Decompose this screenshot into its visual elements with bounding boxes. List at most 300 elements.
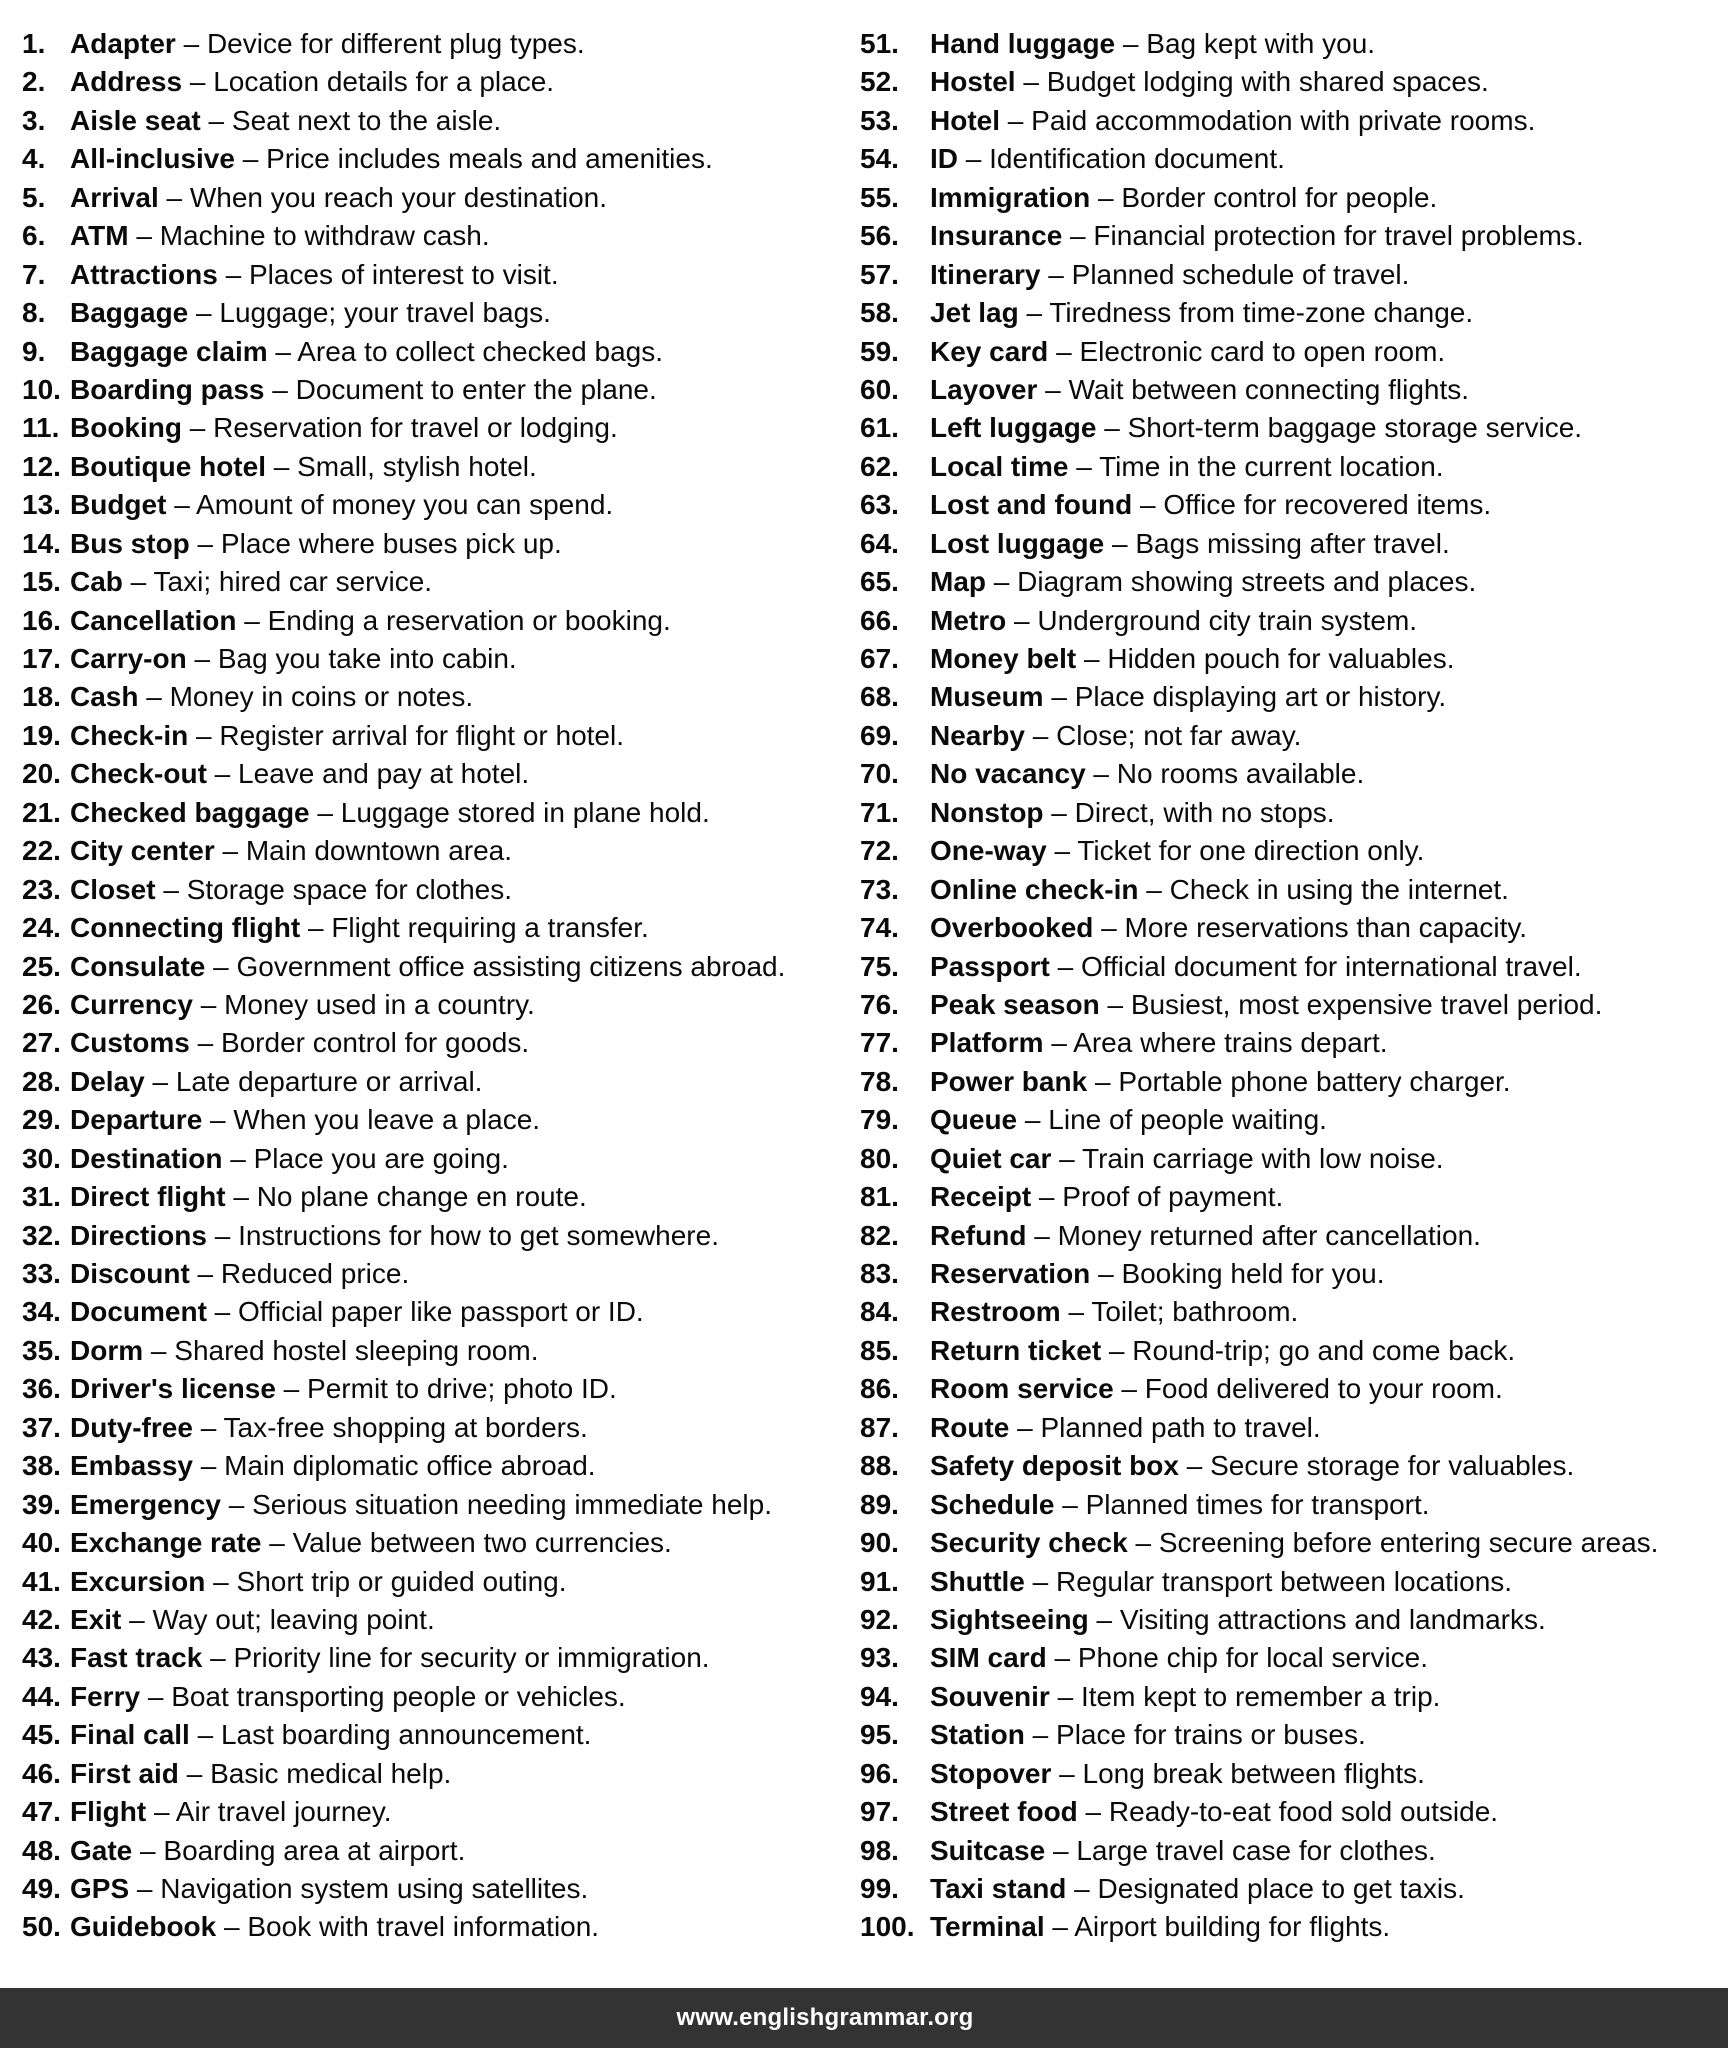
item-term: Address bbox=[70, 66, 183, 98]
item-separator: – bbox=[1054, 1488, 1086, 1520]
item-term: Ferry bbox=[70, 1680, 141, 1712]
list-item bbox=[22, 179, 852, 217]
item-separator: – bbox=[1087, 1065, 1119, 1097]
item-separator: – bbox=[1062, 220, 1094, 252]
item-separator: – bbox=[267, 335, 298, 367]
item-separator: – bbox=[1024, 719, 1057, 751]
list-item bbox=[860, 678, 1720, 716]
list-item bbox=[22, 1140, 852, 1178]
item-number: 41. bbox=[22, 1565, 61, 1597]
item-definition: Price includes meals and amenities. bbox=[266, 143, 713, 175]
item-definition: Electronic card to open room. bbox=[1079, 335, 1446, 367]
item-definition: Money returned after cancellation. bbox=[1057, 1219, 1481, 1251]
item-number: 47. bbox=[22, 1796, 61, 1828]
item-definition: Large travel case for clothes. bbox=[1076, 1834, 1436, 1866]
item-term: Aisle seat bbox=[70, 104, 201, 136]
item-separator: – bbox=[1015, 66, 1047, 98]
item-number: 96. bbox=[860, 1757, 899, 1789]
list-item bbox=[860, 871, 1720, 909]
item-term: Receipt bbox=[930, 1181, 1032, 1213]
item-definition: Secure storage for valuables. bbox=[1210, 1450, 1575, 1482]
item-definition: Boarding area at airport. bbox=[163, 1834, 466, 1866]
item-number: 12. bbox=[22, 450, 61, 482]
item-term: Key card bbox=[930, 335, 1049, 367]
list-item bbox=[860, 256, 1720, 294]
item-separator: – bbox=[222, 1142, 254, 1174]
item-definition: Underground city train system. bbox=[1037, 604, 1418, 636]
item-definition: Planned path to travel. bbox=[1040, 1411, 1321, 1443]
item-definition: No plane change en route. bbox=[256, 1181, 587, 1213]
item-number: 62. bbox=[860, 450, 899, 482]
item-number: 73. bbox=[860, 873, 899, 905]
item-separator: – bbox=[1017, 1104, 1049, 1136]
item-definition: Instructions for how to get somewhere. bbox=[238, 1219, 719, 1251]
item-separator: – bbox=[1048, 335, 1080, 367]
item-separator: – bbox=[189, 1719, 221, 1751]
item-number: 78. bbox=[860, 1065, 899, 1097]
item-separator: – bbox=[206, 758, 239, 790]
footer-bar bbox=[0, 1988, 1728, 2048]
item-definition: Way out; leaving point. bbox=[152, 1603, 435, 1635]
item-number: 55. bbox=[860, 181, 899, 213]
item-definition: Booking held for you. bbox=[1121, 1258, 1385, 1289]
list-item bbox=[22, 755, 852, 793]
item-definition: Place where buses pick up. bbox=[220, 527, 562, 559]
item-number: 23. bbox=[22, 873, 61, 905]
item-separator: – bbox=[202, 1642, 234, 1674]
item-definition: Reduced price. bbox=[220, 1258, 410, 1289]
list-item bbox=[22, 678, 852, 716]
item-term: No vacancy bbox=[930, 758, 1086, 790]
item-definition: Border control for goods. bbox=[220, 1027, 530, 1059]
item-separator: – bbox=[206, 1219, 239, 1251]
item-term: ID bbox=[930, 143, 958, 175]
item-term: Destination bbox=[70, 1142, 223, 1174]
list-item bbox=[860, 1255, 1720, 1293]
item-definition: Airport building for flights. bbox=[1074, 1911, 1391, 1943]
item-number: 66. bbox=[860, 604, 899, 636]
item-separator: – bbox=[1045, 1834, 1077, 1866]
item-separator: – bbox=[214, 835, 246, 867]
item-number: 20. bbox=[22, 758, 61, 790]
item-definition: Luggage; your travel bags. bbox=[219, 297, 551, 329]
item-number: 21. bbox=[22, 796, 61, 828]
item-term: Map bbox=[930, 566, 986, 598]
item-definition: Portable phone battery charger. bbox=[1118, 1065, 1511, 1097]
item-definition: Paid accommodation with private rooms. bbox=[1031, 104, 1536, 136]
item-separator: – bbox=[155, 873, 187, 905]
item-number: 49. bbox=[22, 1873, 61, 1904]
item-definition: Value between two currencies. bbox=[292, 1527, 672, 1559]
list-item bbox=[22, 1293, 852, 1331]
item-definition: Ready-to-eat food sold outside. bbox=[1108, 1796, 1499, 1828]
list-item bbox=[860, 1370, 1720, 1408]
item-definition: Area where trains depart. bbox=[1073, 1027, 1388, 1059]
list-item bbox=[860, 1101, 1720, 1139]
item-term: Final call bbox=[70, 1719, 190, 1751]
item-number: 52. bbox=[860, 66, 899, 98]
item-number: 37. bbox=[22, 1411, 61, 1443]
item-definition: Item kept to remember a trip. bbox=[1080, 1680, 1441, 1712]
item-term: Return ticket bbox=[930, 1334, 1102, 1366]
item-separator: – bbox=[189, 1027, 221, 1059]
item-definition: Planned schedule of travel. bbox=[1071, 258, 1410, 290]
item-separator: – bbox=[122, 566, 154, 598]
item-separator: – bbox=[236, 604, 268, 636]
item-definition: Financial protection for travel problems. bbox=[1093, 220, 1584, 252]
list-item bbox=[22, 409, 852, 447]
item-number: 69. bbox=[860, 719, 899, 751]
item-separator: – bbox=[1006, 604, 1038, 636]
item-number: 7. bbox=[22, 258, 46, 290]
list-item bbox=[22, 1409, 852, 1447]
item-definition: Regular transport between locations. bbox=[1056, 1565, 1513, 1597]
item-separator: – bbox=[265, 450, 298, 482]
item-number: 8. bbox=[22, 297, 46, 329]
item-number: 99. bbox=[860, 1873, 899, 1904]
item-definition: Long break between flights. bbox=[1082, 1757, 1425, 1789]
list-item bbox=[860, 948, 1720, 986]
list-item bbox=[860, 1524, 1720, 1562]
item-term: Carry-on bbox=[70, 643, 187, 674]
item-separator: – bbox=[143, 1334, 175, 1366]
item-term: Boarding pass bbox=[70, 373, 265, 405]
item-definition: Short trip or guided outing. bbox=[236, 1565, 567, 1597]
item-definition: Busiest, most expensive travel period. bbox=[1130, 988, 1603, 1020]
item-number: 74. bbox=[860, 912, 899, 944]
item-number: 29. bbox=[22, 1104, 61, 1136]
list-item bbox=[22, 1870, 852, 1908]
item-separator: – bbox=[1101, 1334, 1133, 1366]
item-definition: Place displaying art or history. bbox=[1074, 681, 1447, 713]
item-definition: Priority line for security or immigration. bbox=[233, 1642, 710, 1674]
list-item bbox=[22, 1217, 852, 1255]
item-definition: Place for trains or buses. bbox=[1056, 1719, 1366, 1751]
list-item bbox=[860, 717, 1720, 755]
item-number: 84. bbox=[860, 1296, 899, 1328]
item-number: 14. bbox=[22, 527, 61, 559]
item-number: 43. bbox=[22, 1642, 61, 1674]
item-number: 83. bbox=[860, 1258, 899, 1289]
list-item bbox=[22, 832, 852, 870]
item-definition: Line of people waiting. bbox=[1048, 1104, 1327, 1136]
list-item bbox=[22, 1447, 852, 1485]
item-number: 81. bbox=[860, 1181, 899, 1213]
item-term: Local time bbox=[930, 450, 1069, 482]
item-term: Consulate bbox=[70, 950, 206, 982]
item-number: 3. bbox=[22, 104, 46, 136]
item-definition: When you leave a place. bbox=[233, 1104, 541, 1136]
item-separator: – bbox=[1031, 1181, 1063, 1213]
item-term: Dorm bbox=[70, 1334, 144, 1366]
list-item bbox=[22, 1255, 852, 1293]
list-item bbox=[860, 179, 1720, 217]
item-separator: – bbox=[188, 297, 220, 329]
list-item bbox=[860, 1639, 1720, 1677]
list-item bbox=[22, 294, 852, 332]
list-item bbox=[22, 525, 852, 563]
list-item bbox=[860, 986, 1720, 1024]
item-number: 60. bbox=[860, 373, 899, 405]
item-separator: – bbox=[309, 796, 341, 828]
list-item bbox=[860, 1217, 1720, 1255]
item-term: Exit bbox=[70, 1603, 122, 1635]
item-term: All-inclusive bbox=[70, 143, 235, 175]
item-definition: Toilet; bathroom. bbox=[1091, 1296, 1299, 1328]
item-definition: Amount of money you can spend. bbox=[196, 489, 614, 521]
item-definition: Basic medical help. bbox=[210, 1757, 452, 1789]
item-definition: Budget lodging with shared spaces. bbox=[1046, 66, 1489, 98]
item-term: Booking bbox=[70, 412, 182, 444]
list-item bbox=[22, 1370, 852, 1408]
item-number: 38. bbox=[22, 1450, 61, 1482]
item-definition: Wait between connecting flights. bbox=[1068, 373, 1470, 405]
item-definition: Round-trip; go and come back. bbox=[1132, 1334, 1516, 1366]
list-item bbox=[22, 333, 852, 371]
item-separator: – bbox=[1051, 1142, 1083, 1174]
item-separator: – bbox=[1044, 1911, 1075, 1943]
item-definition: Time in the current location. bbox=[1099, 450, 1444, 482]
item-number: 87. bbox=[860, 1411, 899, 1443]
list-item bbox=[22, 717, 852, 755]
list-item bbox=[22, 1601, 852, 1639]
list-item bbox=[860, 294, 1720, 332]
item-number: 16. bbox=[22, 604, 61, 636]
item-separator: – bbox=[1024, 1565, 1057, 1597]
item-separator: – bbox=[275, 1373, 308, 1405]
list-item bbox=[860, 25, 1720, 63]
item-number: 27. bbox=[22, 1027, 61, 1059]
item-definition: Serious situation needing immediate help. bbox=[252, 1488, 772, 1520]
item-definition: Bag kept with you. bbox=[1146, 28, 1376, 59]
item-term: Passport bbox=[930, 950, 1050, 982]
item-definition: Seat next to the aisle. bbox=[231, 104, 502, 136]
item-term: Suitcase bbox=[930, 1834, 1046, 1866]
item-definition: Document to enter the plane. bbox=[295, 373, 657, 405]
list-item bbox=[860, 63, 1720, 101]
list-item bbox=[860, 1870, 1720, 1908]
item-number: 26. bbox=[22, 988, 61, 1020]
item-number: 33. bbox=[22, 1258, 61, 1289]
item-number: 75. bbox=[860, 950, 899, 982]
item-number: 42. bbox=[22, 1603, 61, 1635]
item-definition: Train carriage with low noise. bbox=[1082, 1142, 1444, 1174]
item-number: 4. bbox=[22, 143, 46, 175]
list-item bbox=[22, 909, 852, 947]
item-definition: Check in using the internet. bbox=[1169, 873, 1509, 905]
item-definition: Main downtown area. bbox=[245, 835, 513, 867]
list-item bbox=[22, 1024, 852, 1062]
list-item bbox=[860, 1140, 1720, 1178]
item-number: 92. bbox=[860, 1603, 899, 1635]
item-separator: – bbox=[225, 1181, 257, 1213]
item-number: 100. bbox=[860, 1911, 915, 1943]
item-separator: – bbox=[1113, 1373, 1145, 1405]
item-definition: Ticket for one direction only. bbox=[1077, 835, 1425, 867]
item-number: 72. bbox=[860, 835, 899, 867]
item-number: 98. bbox=[860, 1834, 899, 1866]
item-separator: – bbox=[1024, 1719, 1057, 1751]
list-item bbox=[22, 1832, 852, 1870]
item-separator: – bbox=[1049, 950, 1081, 982]
list-item bbox=[22, 563, 852, 601]
item-term: Boutique hotel bbox=[70, 450, 266, 482]
item-separator: – bbox=[129, 1873, 161, 1904]
item-term: Street food bbox=[930, 1796, 1078, 1828]
item-number: 39. bbox=[22, 1488, 61, 1520]
item-definition: Designated place to get taxis. bbox=[1097, 1873, 1465, 1904]
list-item bbox=[22, 1793, 852, 1831]
item-term: Cancellation bbox=[70, 604, 237, 636]
item-definition: Money used in a country. bbox=[224, 988, 535, 1020]
list-item bbox=[22, 1486, 852, 1524]
item-term: Peak season bbox=[930, 988, 1100, 1020]
item-term: Terminal bbox=[930, 1911, 1045, 1943]
item-number: 18. bbox=[22, 681, 61, 713]
item-number: 36. bbox=[22, 1373, 61, 1405]
list-item bbox=[22, 448, 852, 486]
item-separator: – bbox=[1043, 1027, 1074, 1059]
item-term: Platform bbox=[930, 1027, 1044, 1059]
item-term: Cab bbox=[70, 566, 123, 598]
item-term: Budget bbox=[70, 489, 167, 521]
list-item bbox=[22, 256, 852, 294]
list-item bbox=[860, 909, 1720, 947]
item-term: Power bank bbox=[930, 1065, 1088, 1097]
item-separator: – bbox=[1046, 835, 1078, 867]
item-term: SIM card bbox=[930, 1642, 1047, 1674]
item-term: Departure bbox=[70, 1104, 203, 1136]
item-term: Left luggage bbox=[930, 412, 1097, 444]
list-item bbox=[860, 794, 1720, 832]
list-item bbox=[22, 102, 852, 140]
item-separator: – bbox=[261, 1527, 293, 1559]
item-number: 5. bbox=[22, 181, 46, 213]
item-number: 64. bbox=[860, 527, 899, 559]
item-term: Nonstop bbox=[930, 796, 1044, 828]
item-number: 48. bbox=[22, 1834, 61, 1866]
item-number: 40. bbox=[22, 1527, 61, 1559]
item-number: 19. bbox=[22, 719, 61, 751]
item-number: 91. bbox=[860, 1565, 899, 1597]
item-definition: Boat transporting people or vehicles. bbox=[171, 1680, 626, 1712]
item-separator: – bbox=[1085, 758, 1117, 790]
item-definition: Ending a reservation or booking. bbox=[267, 604, 671, 636]
item-number: 35. bbox=[22, 1334, 61, 1366]
item-definition: Places of interest to visit. bbox=[248, 258, 559, 290]
item-separator: – bbox=[300, 912, 332, 944]
item-term: Closet bbox=[70, 873, 156, 905]
item-term: Security check bbox=[930, 1527, 1128, 1559]
item-definition: Identification document. bbox=[989, 143, 1285, 175]
list-item bbox=[22, 217, 852, 255]
item-definition: Reservation for travel or lodging. bbox=[213, 412, 618, 444]
list-item bbox=[860, 1832, 1720, 1870]
item-number: 6. bbox=[22, 220, 46, 252]
list-item bbox=[860, 371, 1720, 409]
item-term: Embassy bbox=[70, 1450, 193, 1482]
item-definition: Visiting attractions and landmarks. bbox=[1119, 1603, 1546, 1635]
vocab-column-right bbox=[860, 25, 1720, 1947]
item-separator: – bbox=[1099, 988, 1131, 1020]
list-item bbox=[860, 1716, 1720, 1754]
item-separator: – bbox=[1026, 1219, 1058, 1251]
item-definition: Late departure or arrival. bbox=[175, 1065, 483, 1097]
list-item bbox=[22, 602, 852, 640]
item-term: Sightseeing bbox=[930, 1603, 1089, 1635]
item-term: Cash bbox=[70, 681, 139, 713]
item-number: 30. bbox=[22, 1142, 61, 1174]
item-term: Schedule bbox=[930, 1488, 1055, 1520]
item-number: 2. bbox=[22, 66, 46, 98]
list-item bbox=[860, 832, 1720, 870]
item-term: Attractions bbox=[70, 258, 218, 290]
item-term: Stopover bbox=[930, 1757, 1052, 1789]
list-item bbox=[860, 1178, 1720, 1216]
item-separator: – bbox=[121, 1603, 153, 1635]
item-term: Restroom bbox=[930, 1296, 1061, 1328]
item-separator: – bbox=[146, 1796, 176, 1828]
list-item bbox=[860, 409, 1720, 447]
item-number: 89. bbox=[860, 1488, 899, 1520]
item-separator: – bbox=[217, 258, 249, 290]
item-separator: – bbox=[128, 220, 160, 252]
item-number: 9. bbox=[22, 335, 46, 367]
list-item bbox=[860, 217, 1720, 255]
item-term: Taxi stand bbox=[930, 1873, 1067, 1904]
item-term: Immigration bbox=[930, 181, 1091, 213]
list-item bbox=[22, 1178, 852, 1216]
item-number: 10. bbox=[22, 373, 61, 405]
item-definition: Government office assisting citizens abroad. bbox=[236, 950, 786, 982]
item-term: Gate bbox=[70, 1834, 133, 1866]
item-number: 25. bbox=[22, 950, 61, 982]
item-term: Lost luggage bbox=[930, 527, 1105, 559]
item-number: 53. bbox=[860, 104, 899, 136]
list-item bbox=[860, 1486, 1720, 1524]
item-term: First aid bbox=[70, 1757, 179, 1789]
list-item bbox=[22, 486, 852, 524]
item-number: 94. bbox=[860, 1680, 899, 1712]
item-separator: – bbox=[1043, 681, 1075, 713]
item-term: Bus stop bbox=[70, 527, 190, 559]
item-separator: – bbox=[189, 1258, 221, 1289]
item-separator: – bbox=[138, 681, 170, 713]
item-term: Directions bbox=[70, 1219, 207, 1251]
item-separator: – bbox=[1104, 527, 1136, 559]
item-term: Refund bbox=[930, 1219, 1027, 1251]
item-definition: Flight requiring a transfer. bbox=[331, 912, 649, 944]
item-term: Jet lag bbox=[930, 297, 1019, 329]
item-definition: Navigation system using satellites. bbox=[160, 1873, 589, 1904]
item-separator: – bbox=[1046, 1642, 1078, 1674]
item-definition: Direct, with no stops. bbox=[1074, 796, 1335, 828]
item-number: 93. bbox=[860, 1642, 899, 1674]
item-number: 61. bbox=[860, 412, 899, 444]
list-item bbox=[22, 794, 852, 832]
item-term: City center bbox=[70, 835, 215, 867]
item-number: 45. bbox=[22, 1719, 61, 1751]
item-definition: No rooms available. bbox=[1116, 758, 1365, 790]
item-number: 82. bbox=[860, 1219, 899, 1251]
item-separator: – bbox=[1138, 873, 1170, 905]
item-definition: Short-term baggage storage service. bbox=[1127, 412, 1583, 444]
list-item bbox=[22, 1716, 852, 1754]
item-term: Safety deposit box bbox=[930, 1450, 1179, 1482]
item-term: Baggage bbox=[70, 297, 189, 329]
list-item bbox=[860, 525, 1720, 563]
item-separator: – bbox=[205, 1565, 237, 1597]
